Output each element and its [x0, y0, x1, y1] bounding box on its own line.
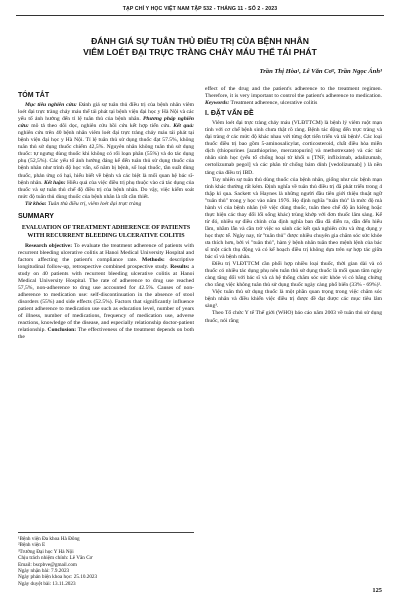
section-heading: I. ĐẶT VẤN ĐỀ	[205, 110, 254, 118]
text: effect of the drug and the patient's adherence to the treatment regimen. Therefore, it is very important to control the patient's adherence to medication.	[205, 86, 382, 100]
footnote: ²Bệnh viện E	[18, 542, 46, 549]
footnote: Chịu trách nhiệm chính: Lê Văn Cơ	[18, 555, 93, 562]
abstract-objective	[18, 102, 194, 201]
summary-body	[18, 243, 194, 342]
label: Research objective:	[25, 242, 73, 249]
abstract-keywords	[18, 201, 194, 208]
article-title	[30, 36, 370, 58]
label: Kết luận:	[43, 179, 66, 186]
text: Tuân thủ điều trị, viêm loét đại trực tràng	[46, 200, 142, 207]
text: The effectiveness of the treatment depends on both the	[18, 327, 194, 341]
right-column	[205, 86, 382, 325]
header-rule	[16, 15, 384, 16]
text: nghiên cứu trên 40 bệnh nhân viêm loét đại trực tràng chảy máu tái phát tại bệnh viện đại học y Hà Nội. Tỉ lệ tuân thủ sử dụng thuốc đạt 57.5%, không tuân thủ sử dụng thuốc chiếm 42,5%. Nguyên nhân không tuân thủ sử dụng thuốc: tự ngưng dùng thuốc khi không có rối loạn phân (55%) và do tác dụng phụ (52,5%). Các yếu tố ảnh hưởng đáng kể đến tuân thủ sử dụng thuốc của bệnh nhân như trình độ học vấn, số năm bị bệnh, số loại thuốc, tần suất dùng thuốc, phản ứng có hại, hiểu biết về bệnh và các biệt là mối quan hệ bác sĩ-bệnh nhân.	[18, 130, 194, 186]
title-line-1: ĐÁNH GIÁ SỰ TUÂN THỦ ĐIỀU TRỊ CỦA BỆNH NHÂN	[91, 36, 309, 46]
authors: Trần Thị Hòa¹, Lê Văn Cơ², Trần Ngọc Ánh³	[259, 68, 382, 75]
label: Phương pháp nghiên cứu:	[18, 116, 194, 130]
footnote: Ngày nhận bài: 7.9.2023	[18, 568, 70, 575]
label: Results:	[170, 263, 190, 270]
text: To evaluate the treatment adherence of patients with recurrent bleeding ulcerative colitis at Hanoi Medical University Hospital and factors affecting the patient's compliance rate.	[18, 242, 195, 263]
body-paragraph: Điều trị VLĐTTCM cần phối hợp nhiều loại thuốc, thời gian dài và có thuốc có nhiều tác dụng phụ nên tuân thủ sử dụng thuốc là mối quan tâm ngày càng tăng đối với bác sĩ và cả hệ thống chăm sóc sức khỏe vì có bằng chứng cho rằng việc không tuân thủ sử dụng thuốc ngày càng phổ biến (33% - 69%)².	[205, 261, 382, 289]
footnote: Ngày phản biện khoa học: 25.10.2023	[18, 574, 98, 581]
text: descriptive longitudinal follow-up, retrospective combined prospective study.	[18, 256, 194, 270]
body-paragraph: Theo Tổ chức Y tế Thế giới (WHO) báo cáo năm 2003 về tuân thủ sử dụng thuốc, nói rằng	[205, 310, 382, 324]
label: Methods:	[142, 256, 165, 263]
body-paragraph: Tuy nhiên sự tuân thủ dùng thuốc của bệnh nhân, giống như các bệnh mạn tính khác thường rất kém. Định nghĩa về tuân thủ điều trị đã phát triển trong 4 thập kỉ qua. Sackett và Haynes là những người đầu tiên giới thiệu thuật ngữ "tuân thủ" trong y học vào năm 1976. Họ định nghĩa "tuân thủ" là mức độ mà hành vi của bệnh nhân (về việc dùng thuốc, tuân theo chế độ ăn kiêng hoặc thực hiện các thay đổi lối sống khác) trùng khớp với đơn thuốc lâm sàng. Kể từ đó, nhiều sự điều chỉnh của định nghĩa ban đầu đã diễn ra, dẫn đến hiểu lầm, nhầm lẫn và cần trở việc so sánh các kết quả nghiên cứu và ứng dụng y học thực tế. Ngày nay, từ "tuân thủ" được nhiều chuyên gia chăm sóc sức khỏe ưa thích hơn, bởi vì "tuân thủ", hàm ý bệnh nhân tuân theo mệnh lệnh của bác sĩ một cách thụ động và có kế hoạch điều trị không dựa trên sự hợp tác giữa bác sĩ và bệnh nhân.	[205, 176, 382, 261]
text: a study on 40 patients with recurrent bleeding ulcerative colitis at Hanoi Medical University Hospital. The rate of adherence to drug use reached 57,5%, non-adherence to drug use accounted for 42.5%. Causes of non-adherence to medication use: self-discontinuation in the absence of stool disorders (55%) and side effects (52.5%). Factors that significantly influence patient adherence to medication use such as education level, number of years of illness, number of medications, frequency of medication use, adverse reactions, knowledge of the disease, and especially relationship doctor-patient relationship.	[18, 263, 194, 334]
label: Keywords:	[205, 100, 230, 107]
summary-continuation	[205, 86, 382, 107]
text: Đánh giá sự tuân thủ điều trị của bệnh nhân viêm loét đại trực tràng chảy máu thể tái phát tại bệnh viện đại học y Hà Nội và các yếu tố ảnh hưởng đến tỉ lệ tuân thủ của bệnh nhân.	[18, 102, 194, 123]
footnote: ³Trường Đại học Y Hà Nội	[18, 548, 74, 555]
body-paragraph: Viêm loét đại trực tràng chảy máu (VLĐTTCM) là bệnh lý viêm ruột mạn tính với cơ chế bệnh sinh chưa thật rõ ràng. Bệnh tác động đến trực tràng và đại tràng ở các mức độ khác nhau với từng đợt tiến triển và tái bệnh¹. Các loại thuốc điều trị bao gồm 5-aminosalicylat, corticosteroid, chất điều hòa miễn dịch (thiopurines [azathioprine, mercatopurin] và methotrexate) và các tác nhân sinh học (yếu tố chống hoại tử khối u [TNF, infliximab, adalizumab, certolizumab pegol] và các phân tử chống bám dính [vedolizumab] ) là nền tảng của điều trị IBD.	[205, 120, 382, 176]
label: Kết quả:	[173, 123, 194, 130]
label: Từ khóa:	[25, 200, 47, 207]
english-title: EVALUATION OF TREATMENT ADHERENCE OF PATIENTS WITH RECURRENT BLEEDING ULCERATIVE COLITIS	[21, 224, 191, 239]
footnote: Email: bscpbve@gmail.com	[18, 561, 77, 568]
abstract-heading: TÓM TẮT	[18, 92, 50, 99]
left-column	[18, 92, 194, 341]
label: Mục tiêu nghiên cứu:	[25, 102, 77, 109]
footnotes	[18, 532, 194, 587]
footnote: ¹Bệnh viện Đa khoa Hà Đông	[18, 536, 80, 542]
text: mô tả theo dõi dọc, nghiên cứu hồi cứu kết hợp tiến cứu.	[28, 123, 171, 130]
footnote: Ngày duyệt bài: 13.11.2023	[18, 580, 76, 587]
summary-heading: SUMMARY	[18, 212, 54, 220]
text: Hiểu quả của việc điều trị phụ thuộc vào cả tác dụng của thuốc và sự tuân thủ chế độ điều trị của bệnh nhân. Do vậy, việc kiểm soát mức độ tuân thủ dùng thuốc của bệnh nhân là rất cần thiết.	[18, 179, 194, 200]
page-number: 125	[372, 587, 382, 594]
text: Treatment adherence, ulcerative colitis	[229, 100, 318, 107]
body-paragraph: Việc tuân thủ sử dụng thuốc là một phần quan trọng trong việc chăm sóc bệnh nhân và điều khiến việc điều trị được đề đạt được các mục tiêu lâm sàng³.	[205, 289, 382, 310]
title-line-2: VIÊM LOÉT ĐẠI TRỰC TRÀNG CHẢY MÁU THỂ TÁI PHÁT	[83, 47, 317, 57]
journal-header: TẠP CHÍ Y HỌC VIỆT NAM TẬP 532 - THÁNG 11 - SỐ 2 - 2023	[122, 6, 278, 12]
label: Conclusion:	[47, 327, 77, 334]
